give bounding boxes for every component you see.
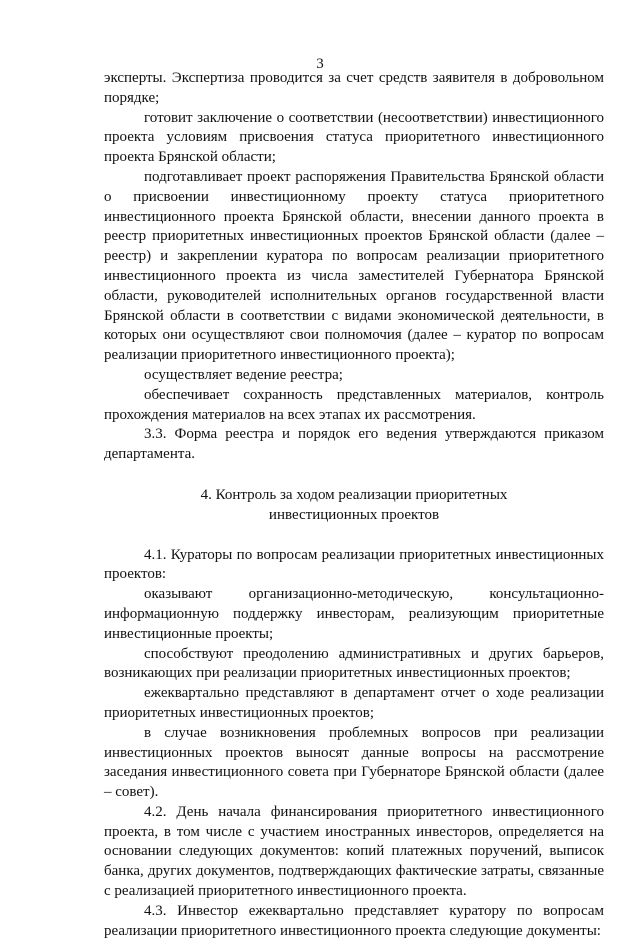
paragraph-maintains-register: осуществляет ведение реестра; bbox=[144, 366, 343, 383]
paragraph-prepares-conclusion: готовит заключение о соответствии (несоответствии) инвестиционного проекта условиям присвоения статуса приоритетного инвестиционного проекта Брянской области; bbox=[104, 109, 604, 166]
paragraph-4-1-curators: 4.1. Кураторы по вопросам реализации приоритетных инвестиционных проектов: bbox=[104, 546, 604, 583]
paragraph-problem-issues: в случае возникновения проблемных вопросов при реализации инвестиционных проектов выносят данные вопросы на рассмотрение заседания инвестиционного совета при Губернаторе Брянской области (далее – совет). bbox=[104, 724, 604, 801]
page-number: 3 bbox=[316, 56, 324, 72]
paragraph-quarterly-report: ежеквартально представляют в департамент отчет о ходе реализации приоритетных инвестиционных проектов; bbox=[104, 685, 604, 721]
paragraph-ensures-safety: обеспечивает сохранность представленных материалов, контроль прохождения материалов на всех этапах их рассмотрения. bbox=[104, 386, 604, 423]
document-body bbox=[104, 69, 604, 941]
section-4-heading-line-2: инвестиционных проектов bbox=[268, 506, 440, 523]
paragraph-experts-continuation: эксперты. Экспертиза проводится за счет средств заявителя в добровольном порядке; bbox=[104, 70, 604, 106]
paragraph-provides-support: оказывают организационно-методическую, консультационно-информационную поддержку инвесторам, реализующим приоритетные инвестиционные проекты; bbox=[104, 586, 604, 642]
section-4-heading bbox=[104, 486, 604, 526]
section-4-heading-line-1: 4. Контроль за ходом реализации приоритетных bbox=[200, 486, 508, 503]
paragraph-3-3-register-form: 3.3. Форма реестра и порядок его ведения утверждаются приказом департамента. bbox=[104, 426, 604, 463]
paragraph-prepares-order-draft: подготавливает проект распоряжения Правительства Брянской области о присвоении инвестиционному проекту статуса приоритетного инвестиционного проекта Брянской области, внесении данного проекта в реестр приоритетных инвестиционных проектов Брянской области (далее – реестр) и закреплении куратора по вопросам реализации приоритетного инвестиционного проекта из числа заместителей Губернатора Брянской области, руководителей исполнительных органов государственной власти Брянской области в соответствии с видами экономической деятельности, в которых они осуществляют свои полномочия (далее – куратор по вопросам реализации приоритетного инвестиционного проекта); bbox=[104, 168, 604, 364]
paragraph-4-3-investor-documents: 4.3. Инвестор ежеквартально представляет куратору по вопросам реализации приоритетного инвестиционного проекта следующие документы: bbox=[104, 902, 604, 939]
paragraph-4-2-financing-start: 4.2. День начала финансирования приоритетного инвестиционного проекта, в том числе с участием иностранных инвесторов, определяется на основании следующих документов: копий платежных поручений, выписок банка, других документов, подтверждающих фактические затраты, связанные с реализацией приоритетного инвестиционного проекта. bbox=[104, 803, 604, 900]
paragraph-overcome-barriers: способствуют преодолению административных и других барьеров, возникающих при реализации приоритетных инвестиционных проектов; bbox=[104, 645, 604, 682]
